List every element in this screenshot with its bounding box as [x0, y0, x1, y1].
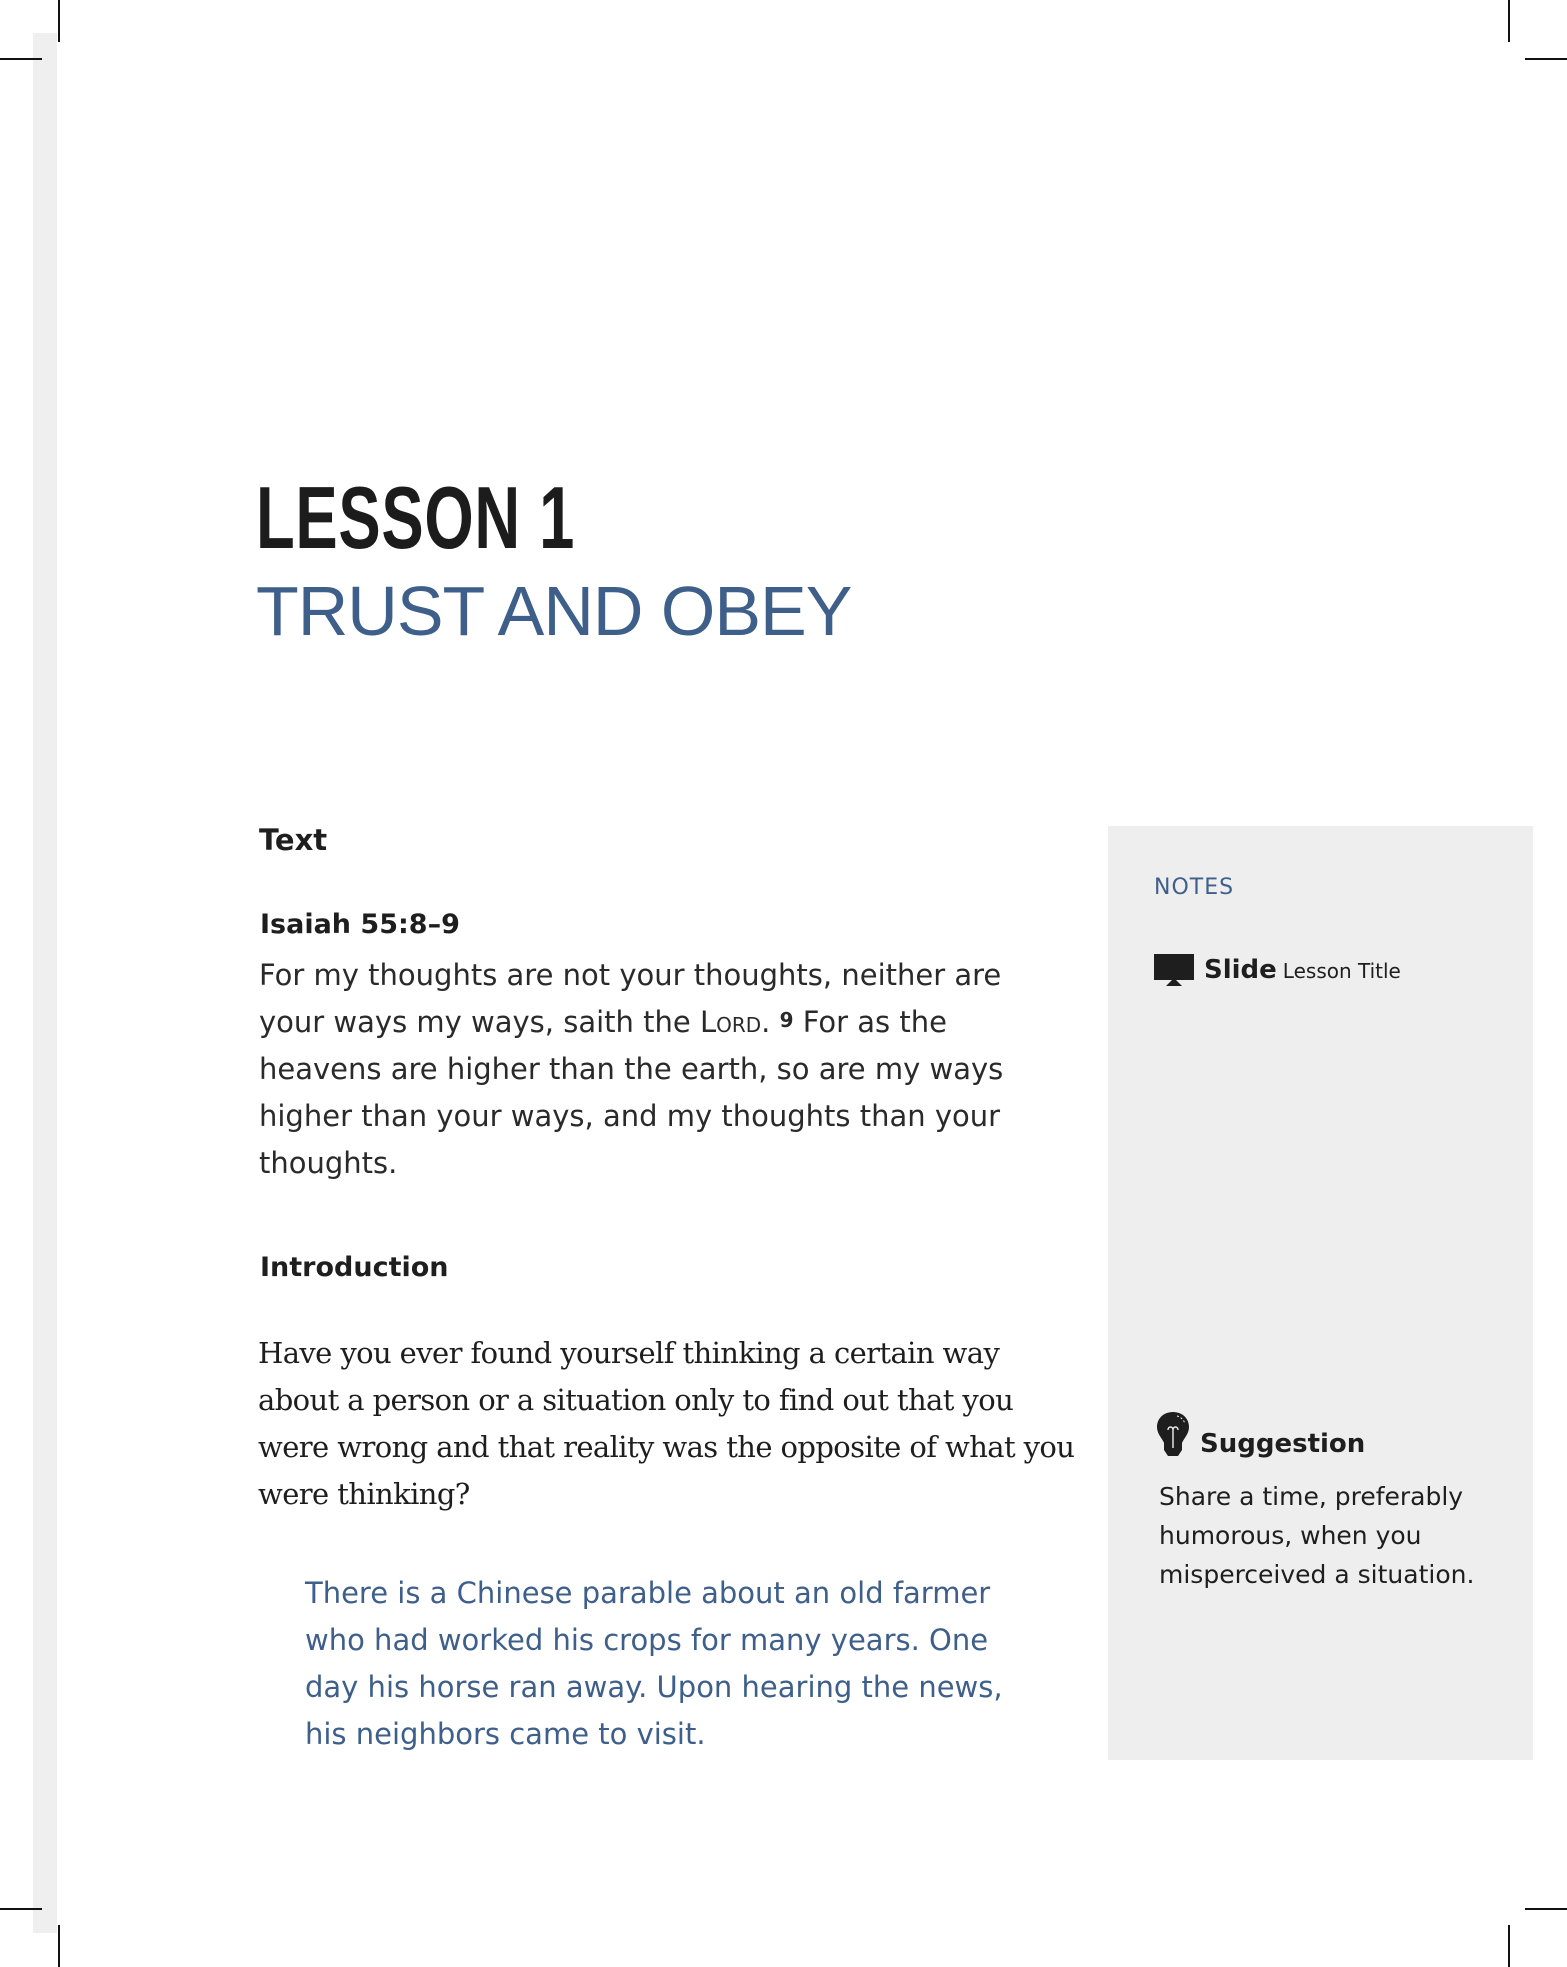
crop-mark-top-right-horizontal [1525, 58, 1567, 60]
slide-label: Slide [1204, 955, 1277, 985]
crop-mark-top-left-horizontal [0, 58, 42, 60]
lesson-number: LESSON 1 [256, 468, 576, 567]
slide-value: Lesson Title [1282, 959, 1401, 983]
notes-label: NOTES [1154, 875, 1235, 900]
suggestion-title: Suggestion [1200, 1429, 1366, 1459]
crop-mark-bottom-left-vertical [58, 1925, 60, 1967]
verse-part-2: . [761, 1005, 780, 1039]
verse-part-3: For as the heavens are higher than the earth, so are my ways higher than your ways, and my thoughts than your thoughts. [259, 1005, 1004, 1180]
parable-paragraph: There is a Chinese parable about an old farmer who had worked his crops for many years. One day his horse ran away. Upon hearing the news, his neighbors came to visit. [305, 1576, 1003, 1751]
scripture-reference: Isaiah 55:8–9 [260, 909, 460, 940]
verse-number: 9 [779, 1008, 794, 1032]
crop-mark-bottom-right-horizontal [1525, 1908, 1567, 1910]
crop-mark-bottom-left-horizontal [0, 1908, 42, 1910]
lightbulb-icon [1156, 1410, 1190, 1460]
scripture-verse [259, 952, 1019, 1187]
introduction-paragraph: Have you ever found yourself thinking a certain way about a person or a situation only to find out that you were wrong and that reality was the opposite of what you were thinking? [258, 1336, 1075, 1511]
crop-mark-top-right-vertical [1508, 0, 1510, 42]
crop-mark-bottom-right-vertical [1508, 1925, 1510, 1967]
lesson-title: TRUST AND OBEY [256, 572, 852, 650]
crop-mark-top-left-vertical [58, 0, 60, 42]
text-heading: Text [259, 823, 328, 857]
suggestion-body: Share a time, preferably humorous, when you misperceived a situation. [1159, 1482, 1475, 1589]
verse-lord: Lord [699, 1005, 762, 1039]
verse-part-1: For my thoughts are not your thoughts, neither are your ways my ways, saith the [259, 958, 1002, 1039]
slide-note [1154, 954, 1401, 986]
page-edge-strip [33, 33, 57, 1933]
suggestion-header [1156, 1410, 1365, 1460]
presentation-screen-icon [1154, 954, 1194, 986]
introduction-heading: Introduction [260, 1252, 449, 1283]
